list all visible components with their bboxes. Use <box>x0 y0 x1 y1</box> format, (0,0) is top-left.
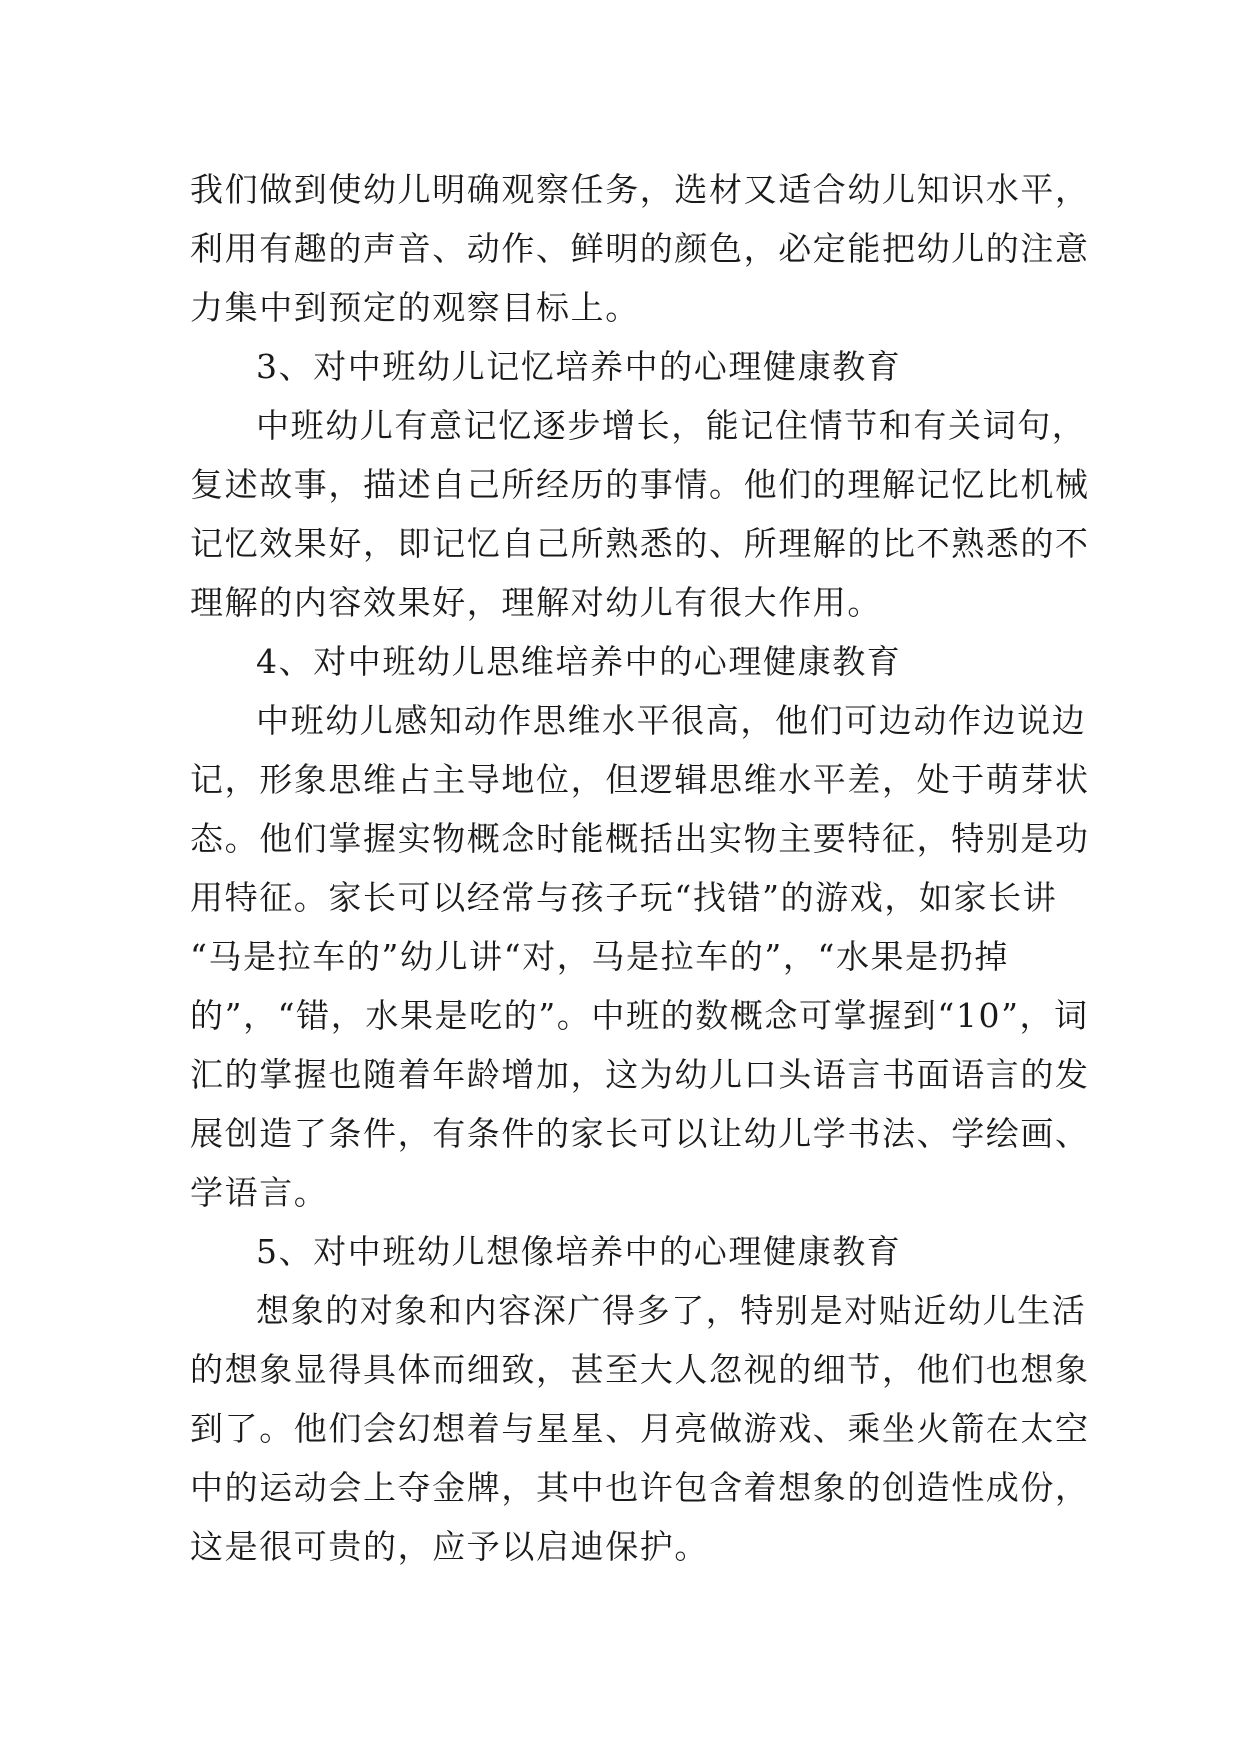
text-line: 的想象显得具体而细致，甚至大人忽视的细节，他们也想象 <box>190 1350 1090 1389</box>
text-line: 到了。他们会幻想着与星星、月亮做游戏、乘坐火箭在太空 <box>190 1409 1090 1448</box>
text-line: 力集中到预定的观察目标上。 <box>190 288 640 327</box>
text-line: 利用有趣的声音、动作、鲜明的颜色，必定能把幼儿的注意 <box>190 229 1090 268</box>
document-body <box>190 160 1090 1576</box>
text-line: 这是很可贵的，应予以启迪保护。 <box>190 1527 709 1566</box>
text-line: 中的运动会上夺金牌，其中也许包含着想象的创造性成份， <box>190 1468 1090 1507</box>
heading-text: 4、对中班幼儿思维培养中的心理健康教育 <box>256 642 902 681</box>
text-line: 记忆效果好，即记忆自己所熟悉的、所理解的比不熟悉的不 <box>190 524 1090 563</box>
paragraph-imagination <box>190 1281 1090 1576</box>
text-line: 想象的对象和内容深广得多了，特别是对贴近幼儿生活 <box>256 1291 1087 1330</box>
text-line: 记，形象思维占主导地位，但逻辑思维水平差，处于萌芽状 <box>190 760 1090 799</box>
text-line: 理解的内容效果好，理解对幼儿有很大作用。 <box>190 583 882 622</box>
paragraph-thinking <box>190 691 1090 1222</box>
text-line: 复述故事，描述自己所经历的事情。他们的理解记忆比机械 <box>190 465 1090 504</box>
text-line: 学语言。 <box>190 1173 329 1212</box>
section-heading-imagination <box>190 1222 1060 1281</box>
text-line: 我们做到使幼儿明确观察任务，选材又适合幼儿知识水平， <box>190 170 1090 209</box>
heading-text: 3、对中班幼儿记忆培养中的心理健康教育 <box>256 347 902 386</box>
text-line: 态。他们掌握实物概念时能概括出实物主要特征，特别是功 <box>190 819 1090 858</box>
section-heading-thinking <box>190 632 1060 691</box>
text-line: 用特征。家长可以经常与孩子玩“找错”的游戏，如家长讲 <box>190 878 1058 917</box>
paragraph-observation-continuation <box>190 160 1090 337</box>
text-line: 汇的掌握也随着年龄增加，这为幼儿口头语言书面语言的发 <box>190 1055 1090 1094</box>
text-line: 中班幼儿有意记忆逐步增长，能记住情节和有关词句， <box>256 406 1087 445</box>
heading-text: 5、对中班幼儿想像培养中的心理健康教育 <box>256 1232 902 1271</box>
text-line: 中班幼儿感知动作思维水平很高，他们可边动作边说边 <box>256 701 1087 740</box>
text-line: “马是拉车的”幼儿讲“对，马是拉车的”，“水果是扔掉 <box>190 937 1009 976</box>
paragraph-memory <box>190 396 1090 632</box>
text-line: 展创造了条件，有条件的家长可以让幼儿学书法、学绘画、 <box>190 1114 1090 1153</box>
section-heading-memory <box>190 337 1060 396</box>
text-line: 的”，“错，水果是吃的”。中班的数概念可掌握到“10”，词 <box>190 996 1089 1035</box>
